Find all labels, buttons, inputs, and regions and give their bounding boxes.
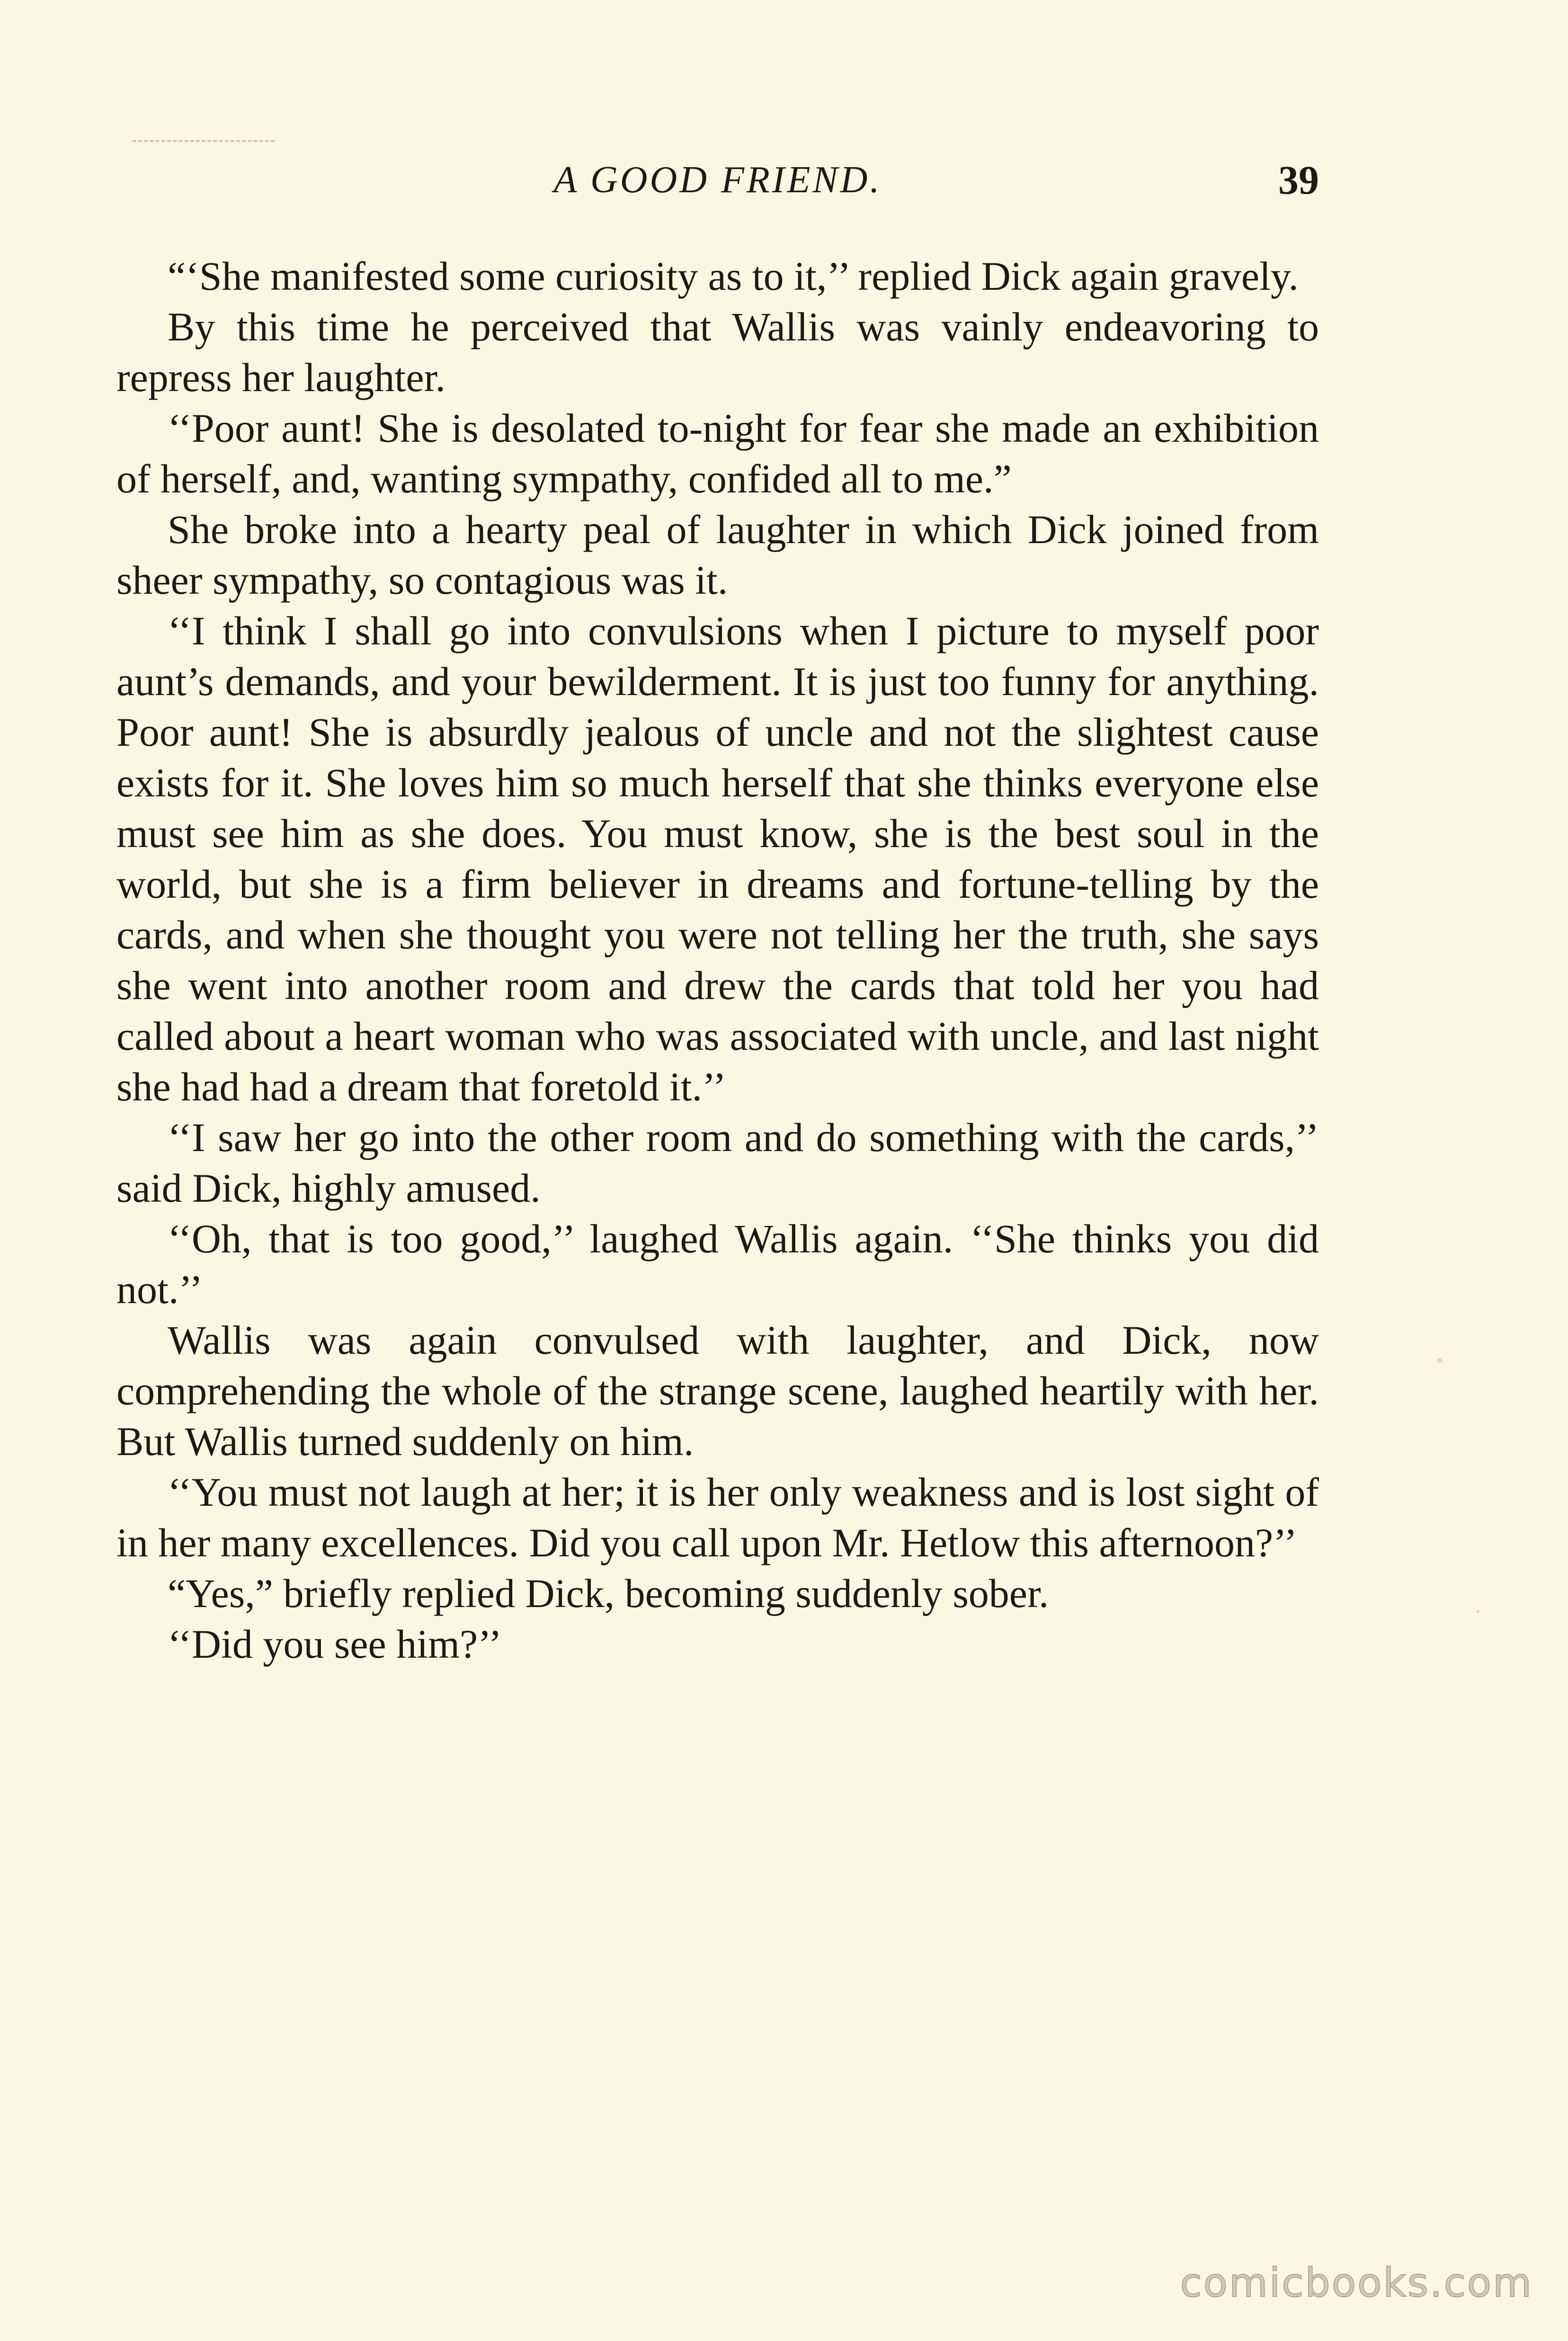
- watermark: comicbooks.com: [1180, 2260, 1533, 2306]
- paragraph: She broke into a hearty peal of laughter in which Dick joined from sheer sympathy, so contagious was it.: [116, 507, 1319, 603]
- faded-rule: [133, 140, 275, 142]
- paragraph: “Yes,” briefly replied Dick, becoming suddenly sober.: [168, 1571, 1049, 1616]
- page-number: 39: [1278, 157, 1319, 203]
- paragraph: By this time he perceived that Wallis was vainly endeavoring to repress her laughter.: [116, 304, 1319, 400]
- paragraph: ‘‘I saw her go into the other room and do something with the cards,’’ said Dick, highly amused.: [116, 1115, 1319, 1211]
- paper-speck: [1437, 1358, 1442, 1363]
- paragraph: ‘‘I think I shall go into convulsions when I picture to myself poor aunt’s demands, and your bewilderment. It is just too funny for anything. Poor aunt! She is absurdly jealous of uncle and not the slightest cause exists for it. She loves him so much herself that she thinks everyone else must see him as she does. You must know, she is the best soul in the world, but she is a firm believer in dreams and fortune-telling by the cards, and when she thought you were not telling her the truth, she says she went into another room and drew the cards that told her you had called about a heart woman who was associated with uncle, and last night she had had a dream that foretold it.’’: [116, 608, 1319, 1109]
- paragraph: ‘‘Poor aunt! She is desolated to-night for fear she made an exhibition of herself, and, wanting sympathy, confided all to me.”: [116, 405, 1319, 501]
- paper-speck: [1476, 1610, 1479, 1613]
- paragraph: ‘‘Oh, that is too good,’’ laughed Wallis again. ‘‘She thinks you did not.’’: [116, 1216, 1319, 1312]
- paragraph: ‘‘You must not laugh at her; it is her only weakness and is lost sight of in her many excellences. Did you call upon Mr. Hetlow this afternoon?’’: [116, 1469, 1319, 1565]
- running-head: A GOOD FRIEND.: [553, 159, 882, 201]
- page-header: [116, 152, 1319, 218]
- paragraph: “‘She manifested some curiosity as to it,’’ replied Dick again gravely.: [168, 253, 1299, 299]
- paragraph: Wallis was again convulsed with laughter, and Dick, now comprehending the whole of the strange scene, laughed heartily with her. But Wallis turned suddenly on him.: [116, 1317, 1319, 1464]
- body-text: [116, 251, 1319, 1670]
- paragraph: ‘‘Did you see him?’’: [168, 1621, 502, 1667]
